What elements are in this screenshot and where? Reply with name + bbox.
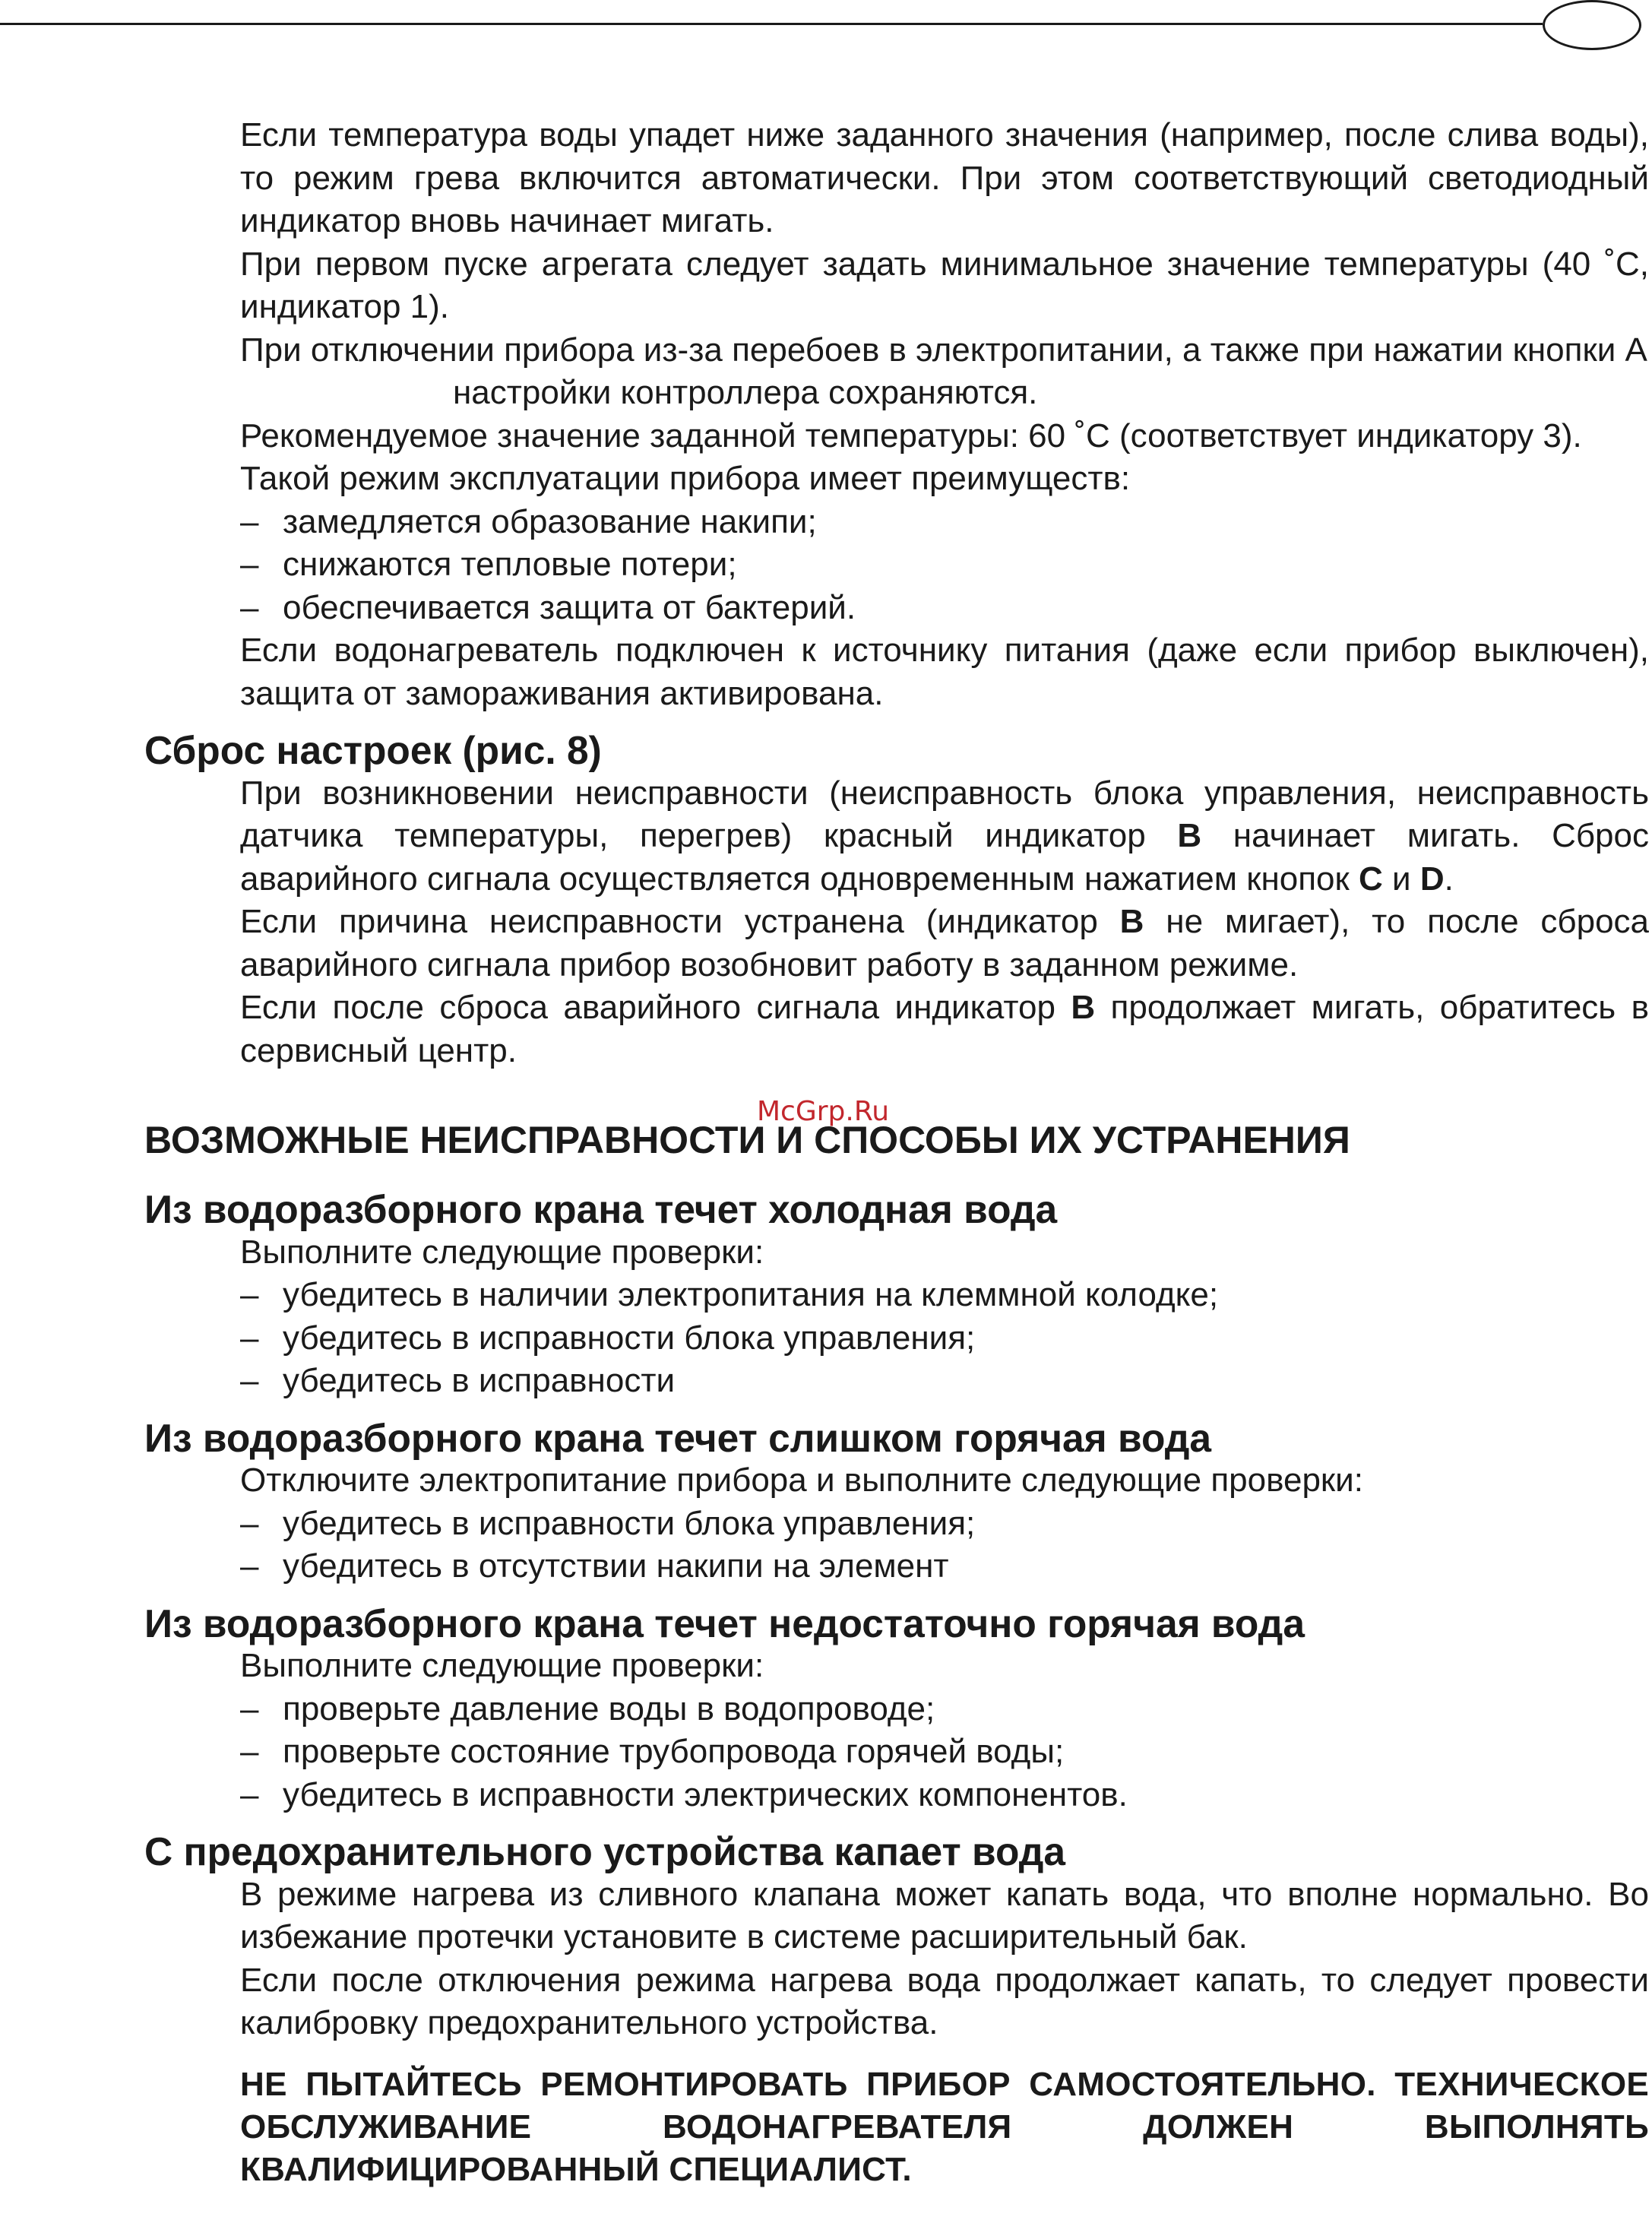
paragraph: Если температура воды упадет ниже заданного значения (например, после слива воды), то режим грева включится автоматически. При этом соответствующий светодиодный индикатор вновь начинает мигать. xyxy=(240,116,1649,239)
fault-warm xyxy=(144,1602,1649,1817)
section-heading: Из водоразборного крана течет слишком горячая вода xyxy=(144,1415,1212,1460)
paragraph: настройки контроллера сохраняются. xyxy=(453,374,1038,411)
document-body xyxy=(144,114,1649,2191)
fault-drip xyxy=(144,1830,1649,2045)
paragraph: В режиме нагрева из сливного клапана может капать вода, что вполне нормально. Во избежание протечки установите в системе расширительный бак. xyxy=(240,1875,1649,1956)
paragraph: Если водонагреватель подключен к источнику питания (даже если прибор выключен), защита от замораживания активирована. xyxy=(240,632,1649,712)
paragraph: При возникновении неисправности (неисправность блока управления, неисправность датчика температуры, перегрев) красный индикатор B начинает мигать. Сброс аварийного сигнала осуществляется одновременным нажатием кнопок C и D. xyxy=(240,774,1649,898)
section-heading: С предохранительного устройства капает вода xyxy=(144,1829,1066,1873)
paragraph: Отключите электропитание прибора и выполните следующие проверки: xyxy=(240,1462,1363,1499)
paragraph: Если причина неисправности устранена (индикатор B не мигает), то после сброса аварийного сигнала прибор возобновит работу в заданном режиме. xyxy=(240,903,1650,983)
list-item: – убедитесь в исправности электрических компонентов. xyxy=(240,1775,1128,1813)
list-item: – убедитесь в исправности блока управления; xyxy=(240,1504,976,1542)
top-rule xyxy=(0,23,1543,25)
paragraph: Такой режим эксплуатации прибора имеет преимуществ: xyxy=(240,460,1131,497)
list-item: – снижаются тепловые потери; xyxy=(240,546,737,583)
warning-text: НЕ ПЫТАЙТЕСЬ РЕМОНТИРОВАТЬ ПРИБОР САМОСТОЯТЕЛЬНО. ТЕХНИЧЕСКОЕ ОБСЛУЖИВАНИЕ ВОДОНАГРЕВАТЕЛЯ ДОЛЖЕН ВЫПОЛНЯТЬ КВАЛИФИЦИРОВАННЫЙ СПЕЦИАЛИСТ. xyxy=(240,2065,1649,2188)
section-heading: Сброс настроек (рис. 8) xyxy=(144,728,602,772)
list-item: – проверьте состояние трубопровода горячей воды; xyxy=(240,1733,1065,1770)
list-item: – обеспечивается защита от бактерий. xyxy=(240,588,856,626)
list-item: – замедляется образование накипи; xyxy=(240,502,817,540)
paragraph: При первом пуске агрегата следует задать минимальное значение температуры (40 ˚С, индикатор 1). xyxy=(240,245,1649,325)
section-heading: Из водоразборного крана течет недостаточно горячая вода xyxy=(144,1601,1305,1645)
page-number-oval xyxy=(1543,0,1641,50)
paragraph: При отключении прибора из-за перебоев в электропитании, а также при нажатии кнопки А xyxy=(240,331,1647,369)
paragraph: Выполните следующие проверки: xyxy=(240,1233,764,1271)
list-item: – убедитесь в наличии электропитания на клеммной колодке; xyxy=(240,1276,1219,1313)
intro-section xyxy=(144,114,1649,715)
list-item: – проверьте давление воды в водопроводе; xyxy=(240,1690,935,1728)
section-heading: Из водоразборного крана течет холодная вода xyxy=(144,1187,1058,1231)
reset-section xyxy=(144,729,1649,1072)
paragraph: Если после отключения режима нагрева вода продолжает капать, то следует провести калибровку предохранительного устройства. xyxy=(240,1961,1649,2041)
page-title: ВОЗМОЖНЫЕ НЕИСПРАВНОСТИ И СПОСОБЫ ИХ УСТРАНЕНИЯ xyxy=(144,1119,1350,1161)
paragraph: Рекомендуемое значение заданной температуры: 60 ˚С (соответствует индикатору 3). xyxy=(240,416,1582,454)
list-item: – убедитесь в исправности xyxy=(240,1362,676,1399)
paragraph: Выполните следующие проверки: xyxy=(240,1647,764,1684)
watermark: McGrp.Ru xyxy=(757,1096,890,1127)
list-item: – убедитесь в отсутствии накипи на элемент xyxy=(240,1547,949,1585)
list-item: – убедитесь в исправности блока управления; xyxy=(240,1319,976,1357)
fault-hot xyxy=(144,1417,1649,1588)
fault-cold xyxy=(144,1188,1649,1403)
paragraph: Если после сброса аварийного сигнала индикатор B продолжает мигать, обратитесь в сервисный центр. xyxy=(240,989,1649,1069)
